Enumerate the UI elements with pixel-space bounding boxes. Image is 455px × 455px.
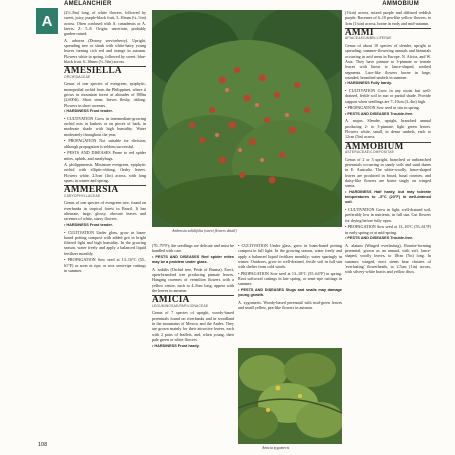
pests-note: • PESTS AND DISEASES Prone to red spider mites, aphids, and mealybugs. bbox=[64, 150, 146, 161]
page-number: 108 bbox=[38, 442, 48, 448]
hardiness-note: • HARDINESS Fully hardy. bbox=[345, 81, 392, 86]
text-column-d bbox=[345, 10, 431, 450]
genus-heading-amesiella: AMESIELLA bbox=[64, 66, 146, 73]
cultivation-note: • CULTIVATION Grow in light, well-drained soil, preferably low in nutrients, in full sun. Cut flowers for drying before fully open. bbox=[345, 207, 431, 223]
hardiness-note: • HARDINESS Frost hardy. bbox=[152, 343, 200, 348]
species-entry: A. alatum (Winged everlasting). Rosette-forming perennial, grown as an annual, with soft, lance-shaped, woolly leaves, to 18cm (7in) long. In summer, winged, erect stems bear clusters of 'everlasting' flowerheads, to 2.5cm (1in) across, with silvery-white bracts and yellow discs. bbox=[345, 242, 431, 275]
plant-photo-amicia bbox=[238, 348, 342, 444]
genus-heading-ammersia: AMMERSIA bbox=[64, 185, 146, 192]
family-label: ORCHIDACEAE bbox=[64, 74, 91, 79]
genus-heading-ammobium: AMMOBIUM bbox=[345, 142, 431, 149]
family-label: CARYOPHYLLACEAE bbox=[64, 193, 101, 198]
right-running-head: AMMOBIUM bbox=[382, 1, 419, 7]
hardiness-note: • HARDINESS Frost tender. bbox=[64, 222, 113, 227]
body-paragraph: Genus of one species of evergreen, epiphytic, monopodial orchid from the Philippines, where it grows in mountain forest at altitudes of 800m (2,600ft). Short stem; leaves fleshy, oblong. Flowers in short racemes. bbox=[64, 81, 146, 108]
pests-note: • PESTS AND DISEASES Red spider mites may be a problem under glass. bbox=[152, 254, 234, 265]
photo-caption: Amicia zygomeris bbox=[262, 446, 290, 450]
leaf-illustration bbox=[238, 348, 342, 444]
body-paragraph: (1¾in) across, mixed purple and diffused reddish purple. Racemes of 6–10 pea-like yellow flowers, to 3cm (1¼in) across, borne in early and mid-autumn. bbox=[345, 10, 431, 26]
cultivation-note: • CULTIVATION Under glass, grow in loam-based potting compost with added grit in bright filtered light and high humidity. In the growing season, water freely and apply a balanced liquid fertilizer monthly. bbox=[64, 229, 146, 256]
pests-note: • PESTS AND DISEASES Slugs and snails may damage young growth. bbox=[238, 287, 342, 298]
species-entry: A. philippinensis. Miniature evergreen, epiphytic orchid with elliptic-oblong, fleshy leaves. Flowers white, 2.5cm (1in) across, with long spurs; in winter and spring. bbox=[64, 162, 146, 183]
propagation-note: • PROPAGATION Sow seed at 13–18°C (55–64°F) in spring. Root softwood cuttings in late spring, or semi-ripe cuttings in summer. bbox=[238, 270, 342, 287]
species-entry: A. nobilis (Orchid tree, Pride of Burma). Erect, open-branched tree producing pinnate leaves. Hanging racemes of vermilion flowers with a yellow centre, each to 4–8cm long, appear with the leaves in autumn. bbox=[152, 266, 234, 293]
text-column-c bbox=[238, 243, 342, 345]
family-label: LEGUMINOSAE/PAPILIONACEAE bbox=[152, 303, 209, 308]
section-letter-tab: A bbox=[36, 8, 58, 34]
body-paragraph: Genus of one species of evergreen tree, found on riverbanks in tropical forest in Brazil. It has alternate, large, glossy, obovate leaves and racemes of white, starry flowers. bbox=[64, 200, 146, 222]
text-column-a bbox=[64, 10, 146, 450]
propagation-note: • PROPAGATION Sow seed at 13–16°C (55–61°F) as soon as ripe, or root semi-ripe cuttings in summer. bbox=[64, 257, 146, 273]
plant-photo-shrub bbox=[152, 10, 342, 227]
cultivation-note: • CULTIVATION Grow in any moist but well-drained, fertile soil in sun or partial shade. Provide support when seedlings are 7–10cm (3–4in) high. bbox=[345, 88, 431, 104]
species-entry: A. majus. Slender, upright, branched annual producing 2- to 3-pinnate, light green leaves. Flowers white, small, in dense umbels, each to 12cm (5in) across. bbox=[345, 118, 431, 140]
shrub-illustration bbox=[152, 10, 342, 227]
body-paragraph: A. arborea (Downy serviceberry). Upright, spreading tree or shrub with white-hairy young leaves turning rich red and orange in autumn. Flowers white in spring, followed by sweet, blue-black fruit, 6–10mm (⅓–⅜in) across. bbox=[64, 37, 146, 64]
text-column-b bbox=[152, 243, 234, 448]
family-label: ASTERACEAE/COMPOSITAE bbox=[345, 149, 395, 154]
propagation-note: • PROPAGATION Sow seed in situ in spring. bbox=[345, 105, 420, 111]
body-paragraph: Genus of 2 or 3 upright, branched or unbranched perennials occurring in sandy soils and sand dunes in E. Australia. The white-woolly, lance-shaped leaves are produced in broad, basal rosettes, and daisy-like flowers are borne singly on winged stems. bbox=[345, 156, 431, 189]
propagation-note: • PROPAGATION Not suitable for division; although propagation is seldom successful. bbox=[64, 138, 146, 149]
hardiness-note: • HARDINESS Half hardy, but may tolerate temperatures to –5°C (23°F) in well-drained soil. bbox=[345, 189, 431, 205]
cultivation-note: • CULTIVATION Grow in intermediate-growing orchid mix in baskets or on pieces of bark, in moderate shade with high humidity. Water moderately throughout the year. bbox=[64, 115, 146, 137]
pests-note: • PESTS AND DISEASES Trouble-free. bbox=[345, 236, 414, 241]
genus-heading-amicia: AMICIA bbox=[152, 295, 234, 302]
body-paragraph: Genus of about 10 species of slender, upright to spreading, summer-flowering annuals and biennials occurring in arid areas in Europe, N. Africa, and W. Asia. They have pinnate to 3-pinnate or ternate leaves with linear to lance-shaped, toothed segments. Lace-like flowers borne in large, rounded, branched umbels in summer. bbox=[345, 43, 431, 80]
photo-caption: Ambrosia solidifolia (sweet flowers detail) bbox=[172, 229, 237, 233]
species-entry: A. zygomeris. Woody-based perennial with mid-green leaves and small yellow, pea-like flowers in autumn. bbox=[238, 299, 342, 311]
genus-heading-ammi: AMMI bbox=[345, 28, 431, 35]
propagation-note: • PROPAGATION Sow seed at 13–16°C (55–61°F) in early spring or at mid-spring. bbox=[345, 224, 431, 235]
body-paragraph: (70–79°F); the seedlings are delicate and must be handled with care. bbox=[152, 243, 234, 254]
family-label: APIACEAE/UMBELLIFERAE bbox=[345, 36, 392, 41]
hardiness-note: • HARDINESS Frost tender. bbox=[64, 109, 113, 114]
cultivation-note: • CULTIVATION Under glass, grow in loam-based potting compost in full light. In the growing season, water freely and apply a balanced liquid fertilizer monthly; water sparingly in winter. Outdoors, grow in well-drained, fertile soil in full sun with shelter from cold winds. bbox=[238, 243, 342, 270]
pests-note: • PESTS AND DISEASES Trouble-free. bbox=[345, 111, 414, 116]
left-running-head: AMELANCHIER bbox=[64, 1, 112, 7]
body-paragraph: Genus of 7 species of upright, woody-based perennials found on riverbanks and in woodland in the mountains of Mexico and the Andes. They are grown mainly for their attractive leaves, each with 2 pairs of leaflets, and, when young, their pale green or white flowers. bbox=[152, 310, 234, 342]
body-paragraph: (2½–8m) long, of white flowers, followed by sweet, juicy, purple-black fruit, 5–10mm (¼–½in) across. Often confused with A. canadensis or A. laevis. Z: 5–8. Origin: uncertain, probably garden-raised. bbox=[64, 10, 146, 37]
